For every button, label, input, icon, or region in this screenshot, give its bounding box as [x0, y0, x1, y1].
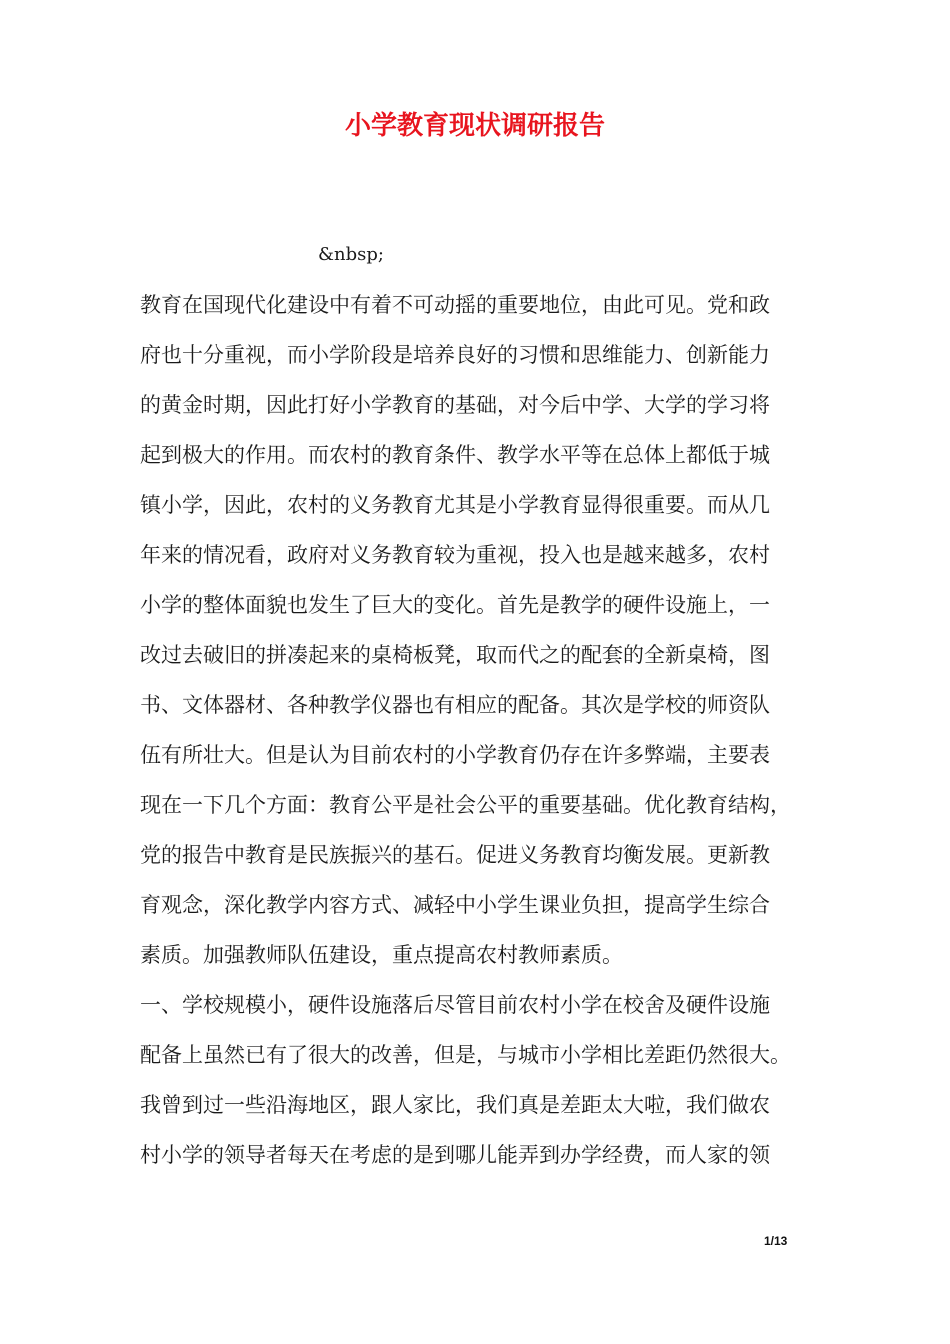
text-line: 书、文体器材、各种教学仪器也有相应的配备。其次是学校的师资队: [140, 693, 770, 717]
nbsp-placeholder-text: &nbsp;: [318, 244, 384, 265]
text-line: 村小学的领导者每天在考虑的是到哪儿能弄到办学经费，而人家的领: [140, 1143, 770, 1167]
body-text: [140, 286, 840, 1186]
page-number: 1/13: [764, 1234, 788, 1248]
text-line: 现在一下几个方面：教育公平是社会公平的重要基础。优化教育结构，: [140, 793, 791, 817]
text-line: 素质。加强教师队伍建设，重点提高农村教师素质。: [140, 943, 623, 967]
text-line: 小学的整体面貌也发生了巨大的变化。首先是教学的硬件设施上，一: [140, 593, 770, 617]
text-line: 府也十分重视，而小学阶段是培养良好的习惯和思维能力、创新能力: [140, 343, 770, 367]
text-line: 育观念，深化教学内容方式、减轻中小学生课业负担，提高学生综合: [140, 893, 770, 917]
text-line: 镇小学，因此，农村的义务教育尤其是小学教育显得很重要。而从几: [140, 493, 770, 517]
text-line: 的黄金时期，因此打好小学教育的基础，对今后中学、大学的学习将: [140, 393, 770, 417]
text-line: 起到极大的作用。而农村的教育条件、教学水平等在总体上都低于城: [140, 443, 770, 467]
text-line: 改过去破旧的拼凑起来的桌椅板凳，取而代之的配套的全新桌椅，图: [140, 643, 770, 667]
document-title: 小学教育现状调研报告: [344, 111, 605, 141]
text-line: 一、学校规模小，硬件设施落后尽管目前农村小学在校舍及硬件设施: [140, 993, 770, 1017]
text-line: 配备上虽然已有了很大的改善，但是，与城市小学相比差距仍然很大。: [140, 1043, 791, 1067]
text-line: 教育在国现代化建设中有着不可动摇的重要地位，由此可见。党和政: [140, 293, 770, 317]
text-line: 伍有所壮大。但是认为目前农村的小学教育仍存在许多弊端，主要表: [140, 743, 770, 767]
text-line: 我曾到过一些沿海地区，跟人家比，我们真是差距太大啦，我们做农: [140, 1093, 770, 1117]
text-line: 年来的情况看，政府对义务教育较为重视，投入也是越来越多，农村: [140, 543, 770, 567]
text-line: 党的报告中教育是民族振兴的基石。促进义务教育均衡发展。更新教: [140, 843, 770, 867]
